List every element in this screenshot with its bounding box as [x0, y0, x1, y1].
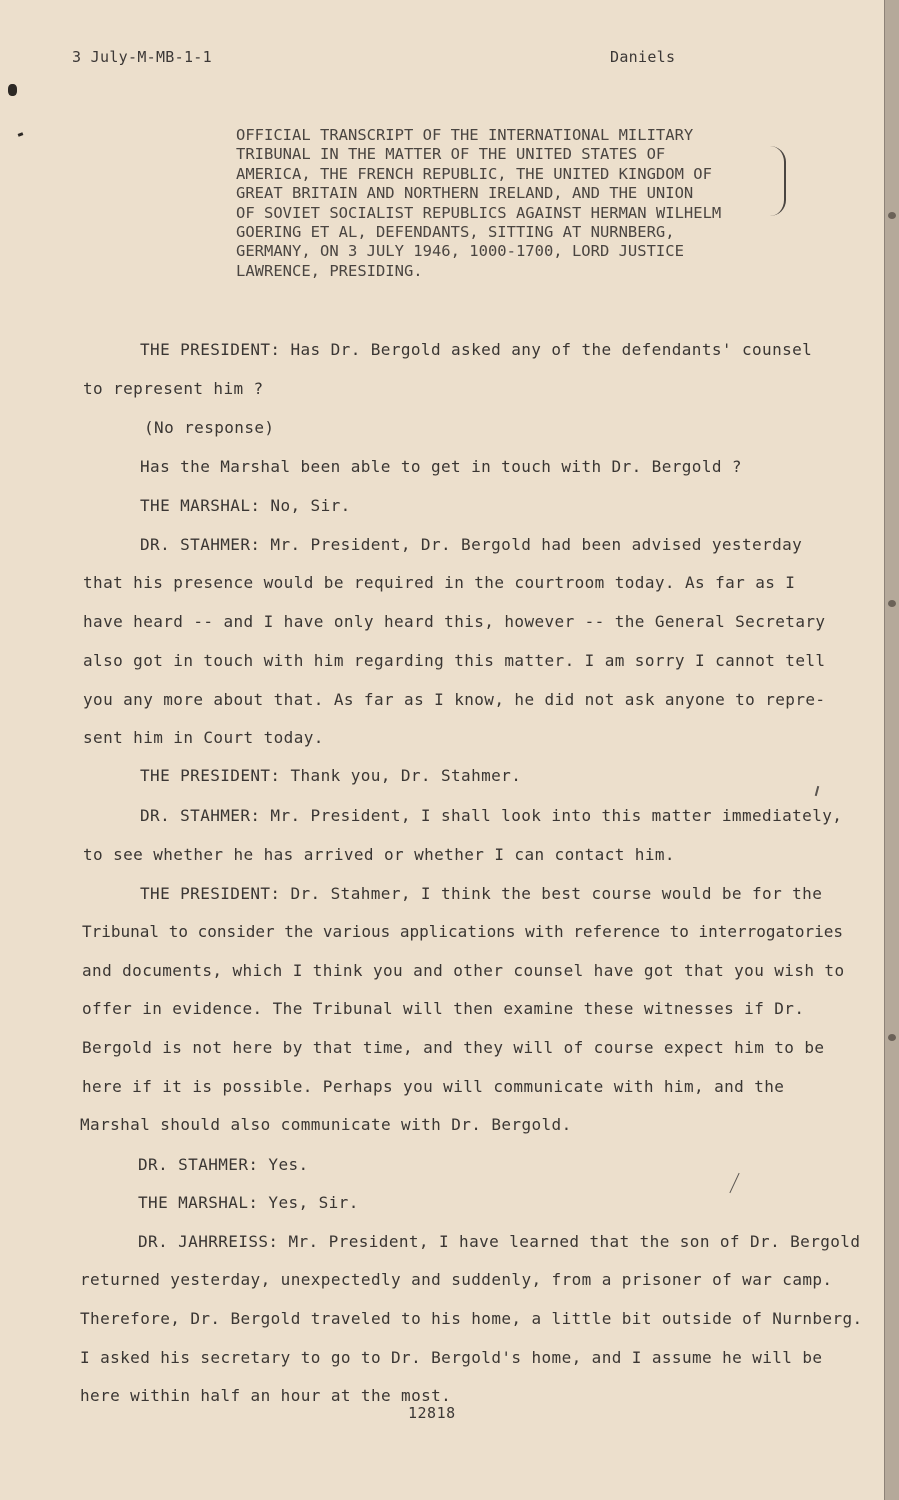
- transcript-line: also got in touch with him regarding this matter. I am sorry I cannot tell: [83, 651, 826, 670]
- transcript-line: DR. STAHMER: Yes.: [138, 1155, 309, 1174]
- transcript-line: DR. JAHRREISS: Mr. President, I have learned that the son of Dr. Bergold: [138, 1232, 861, 1251]
- reporter-name: Daniels: [610, 48, 676, 66]
- transcript-line: Marshal should also communicate with Dr. Bergold.: [80, 1115, 572, 1134]
- transcript-line: to represent him ?: [83, 379, 264, 398]
- transcript-line: THE MARSHAL: Yes, Sir.: [138, 1193, 359, 1212]
- transcript-line: THE PRESIDENT: Thank you, Dr. Stahmer.: [140, 766, 522, 785]
- caption-line: TRIBUNAL IN THE MATTER OF THE UNITED STATES OF: [236, 145, 666, 164]
- transcript-line: offer in evidence. The Tribunal will then examine these witnesses if Dr.: [82, 999, 805, 1018]
- transcript-line: that his presence would be required in the courtroom today. As far as I: [83, 573, 796, 592]
- transcript-line: THE PRESIDENT: Dr. Stahmer, I think the best course would be for the: [140, 884, 823, 903]
- caption-line: OF SOVIET SOCIALIST REPUBLICS AGAINST HERMAN WILHELM: [236, 203, 722, 222]
- transcript-line: you any more about that. As far as I know, he did not ask anyone to repre-: [83, 690, 826, 709]
- transcript-line: (No response): [144, 418, 275, 437]
- transcript-line: here within half an hour at the most.: [80, 1386, 452, 1405]
- transcript-line: Tribunal to consider the various applications with reference to interrogatories: [82, 922, 843, 941]
- transcript-line: and documents, which I think you and other counsel have got that you wish to: [82, 961, 845, 980]
- page-number: 12818: [408, 1404, 456, 1422]
- transcript-line: I asked his secretary to go to Dr. Bergold's home, and I assume he will be: [80, 1348, 823, 1367]
- transcript-line: DR. STAHMER: Mr. President, I shall look into this matter immediately,: [140, 806, 843, 825]
- transcript-line: returned yesterday, unexpectedly and suddenly, from a prisoner of war camp.: [80, 1270, 833, 1289]
- transcript-line: Has the Marshal been able to get in touch with Dr. Bergold ?: [140, 457, 742, 476]
- transcript-line: to see whether he has arrived or whether I can contact him.: [83, 845, 675, 864]
- transcript-line: Bergold is not here by that time, and they will of course expect him to be: [82, 1038, 825, 1057]
- caption-line: GERMANY, ON 3 JULY 1946, 1000-1700, LORD JUSTICE: [236, 242, 684, 261]
- caption-line: GOERING ET AL, DEFENDANTS, SITTING AT NURNBERG,: [236, 223, 675, 242]
- transcript-line: here if it is possible. Perhaps you will communicate with him, and the: [82, 1077, 785, 1096]
- transcript-line: have heard -- and I have only heard this, however -- the General Secretary: [83, 612, 826, 631]
- caption-line: AMERICA, THE FRENCH REPUBLIC, THE UNITED KINGDOM OF: [236, 164, 712, 183]
- transcript-line: THE MARSHAL: No, Sir.: [140, 496, 351, 515]
- caption-line: OFFICIAL TRANSCRIPT OF THE INTERNATIONAL MILITARY: [236, 126, 694, 144]
- transcript-line: THE PRESIDENT: Has Dr. Bergold asked any of the defendants' counsel: [140, 340, 813, 359]
- document-reference: 3 July-M-MB-1-1: [72, 48, 212, 66]
- transcript-line: DR. STAHMER: Mr. President, Dr. Bergold had been advised yesterday: [140, 535, 803, 554]
- transcript-line: sent him in Court today.: [83, 728, 324, 747]
- transcript-line: Therefore, Dr. Bergold traveled to his home, a little bit outside of Nurnberg.: [80, 1309, 863, 1328]
- caption-line: LAWRENCE, PRESIDING.: [236, 261, 423, 280]
- caption-line: GREAT BRITAIN AND NORTHERN IRELAND, AND THE UNION: [236, 184, 694, 203]
